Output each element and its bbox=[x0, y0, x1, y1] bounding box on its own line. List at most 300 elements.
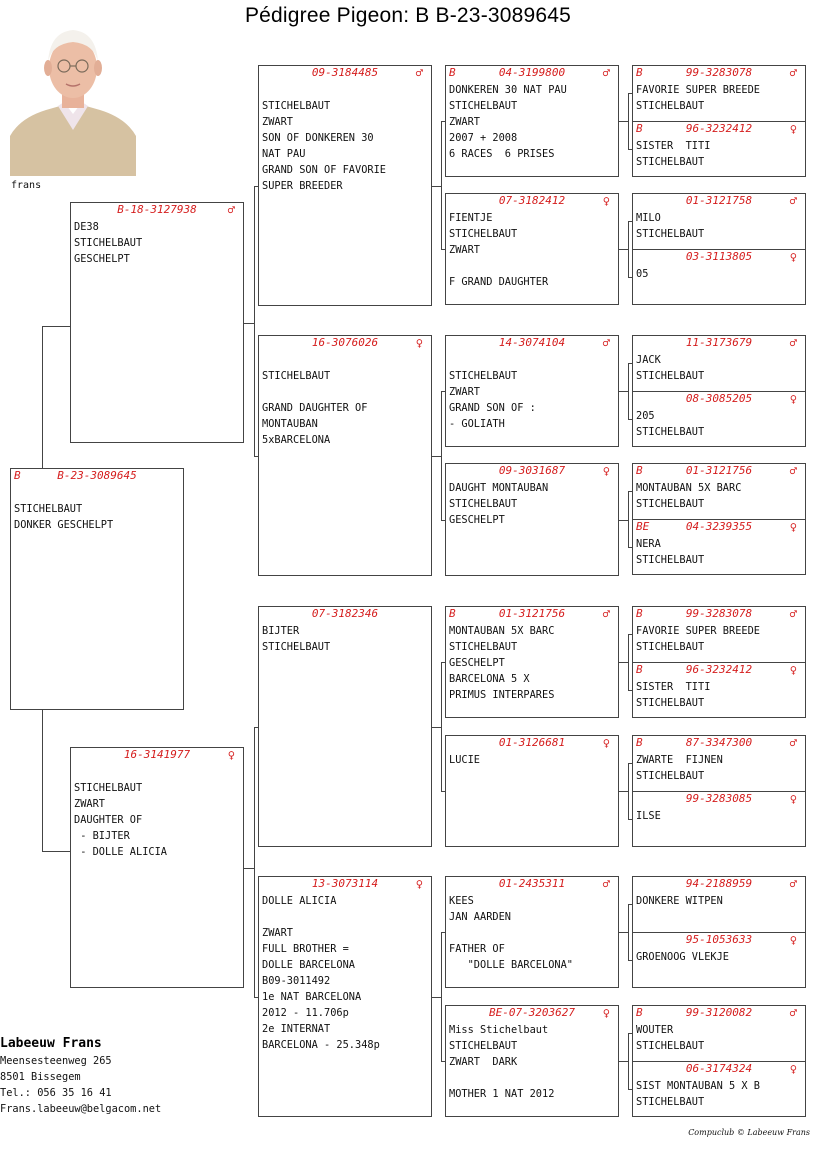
detail-line: JAN AARDEN bbox=[449, 911, 511, 923]
pigeon-details bbox=[446, 350, 618, 432]
connector-line bbox=[432, 186, 441, 187]
pigeon-details bbox=[446, 80, 618, 162]
pigeon-card-g7s[interactable] bbox=[632, 876, 806, 933]
country-code: B bbox=[636, 464, 643, 477]
connector-line bbox=[628, 221, 632, 222]
connector-line bbox=[619, 391, 628, 392]
pigeon-card-g1d[interactable] bbox=[632, 121, 806, 177]
detail-line: FAVORIE SUPER BREEDE bbox=[636, 84, 760, 96]
country-code: B bbox=[449, 66, 456, 79]
ring-number: 95-1053633 bbox=[685, 933, 753, 946]
pigeon-header bbox=[633, 1006, 805, 1020]
pigeon-header bbox=[633, 520, 805, 534]
detail-line bbox=[262, 384, 431, 400]
connector-line bbox=[254, 456, 258, 457]
connector-line bbox=[619, 520, 628, 521]
detail-line: STICHELBAUT bbox=[74, 782, 143, 794]
female-symbol-icon: ♀ bbox=[789, 1062, 797, 1076]
detail-line: STICHELBAUT bbox=[449, 498, 518, 510]
ring-number: 99-3283085 bbox=[685, 792, 753, 805]
pigeon-details bbox=[259, 891, 431, 1053]
ring-number: 03-3113805 bbox=[685, 250, 753, 263]
connector-line bbox=[244, 868, 254, 869]
female-symbol-icon: ♀ bbox=[789, 792, 797, 806]
pigeon-header bbox=[633, 877, 805, 891]
pigeon-details bbox=[633, 534, 805, 568]
pigeon-card-g5s[interactable] bbox=[632, 606, 806, 663]
grandparent-pair bbox=[632, 65, 806, 177]
pigeon-card-g1s[interactable] bbox=[632, 65, 806, 122]
pigeon-details bbox=[446, 891, 618, 973]
pigeon-header bbox=[446, 66, 618, 80]
pigeon-header bbox=[259, 336, 431, 350]
pigeon-header bbox=[633, 122, 805, 136]
detail-line: ZWART bbox=[449, 116, 480, 128]
ring-number: 06-3174324 bbox=[685, 1062, 753, 1075]
pigeon-card-g8s[interactable] bbox=[632, 1005, 806, 1062]
detail-line bbox=[449, 258, 618, 274]
pigeon-details bbox=[446, 208, 618, 290]
pigeon-header bbox=[633, 66, 805, 80]
female-symbol-icon: ♀ bbox=[602, 1006, 610, 1020]
detail-line: ZWART bbox=[449, 244, 480, 256]
detail-line: NERA bbox=[636, 538, 661, 550]
detail-line: ZWART bbox=[74, 798, 105, 810]
detail-line: NAT PAU bbox=[262, 148, 306, 160]
detail-line bbox=[449, 925, 618, 941]
ring-number: 08-3085205 bbox=[685, 392, 753, 405]
connector-line bbox=[628, 1033, 629, 1089]
ring-number: 14-3074104 bbox=[498, 336, 566, 349]
connector-line bbox=[628, 93, 629, 149]
detail-line: STICHELBAUT bbox=[636, 370, 705, 382]
detail-line: STICHELBAUT bbox=[449, 1040, 518, 1052]
pigeon-header bbox=[259, 66, 431, 80]
pigeon-details bbox=[446, 478, 618, 528]
pigeon-details bbox=[633, 947, 805, 965]
detail-line: - GOLIATH bbox=[449, 418, 505, 430]
detail-line: 205 bbox=[636, 410, 655, 422]
footer-credit: Compuclub © Labeeuw Frans bbox=[688, 1128, 810, 1137]
connector-line bbox=[619, 121, 628, 122]
pigeon-header bbox=[633, 736, 805, 750]
pigeon-card-dss[interactable] bbox=[445, 606, 619, 718]
ring-number: 99-3120082 bbox=[685, 1006, 753, 1019]
connector-line bbox=[628, 221, 629, 277]
ring-number: 01-2435311 bbox=[498, 877, 566, 890]
connector-line bbox=[42, 710, 43, 851]
pigeon-card-g6d[interactable] bbox=[632, 791, 806, 847]
pigeon-header bbox=[259, 877, 431, 891]
connector-line bbox=[628, 419, 632, 420]
owner-phone: Tel.: 056 35 16 41 bbox=[0, 1087, 112, 1099]
female-symbol-icon: ♀ bbox=[602, 194, 610, 208]
pigeon-card-g7d[interactable] bbox=[632, 932, 806, 988]
detail-line bbox=[262, 352, 431, 368]
detail-line: 2012 - 11.706p bbox=[262, 1007, 349, 1019]
connector-line bbox=[628, 904, 632, 905]
ring-number: 07-3182346 bbox=[311, 607, 379, 620]
detail-line: ZWART bbox=[262, 116, 293, 128]
connector-line bbox=[628, 634, 629, 690]
detail-line: STICHELBAUT bbox=[636, 770, 705, 782]
detail-line: Miss Stichelbaut bbox=[449, 1024, 549, 1036]
connector-line bbox=[628, 1033, 632, 1034]
country-code: B bbox=[636, 607, 643, 620]
detail-line: SISTER TITI bbox=[636, 681, 711, 693]
female-symbol-icon: ♀ bbox=[602, 464, 610, 478]
pigeon-details bbox=[633, 208, 805, 242]
pigeon-header bbox=[633, 933, 805, 947]
detail-line bbox=[449, 352, 618, 368]
pigeon-card-ssd[interactable] bbox=[445, 193, 619, 305]
detail-line: MOTHER 1 NAT 2012 bbox=[449, 1088, 555, 1100]
detail-line bbox=[262, 82, 431, 98]
detail-line: DAUGHT MONTAUBAN bbox=[449, 482, 549, 494]
detail-line: ZWART bbox=[262, 927, 293, 939]
pigeon-header bbox=[633, 663, 805, 677]
detail-line: STICHELBAUT bbox=[636, 498, 705, 510]
pigeon-card-dd[interactable] bbox=[258, 876, 432, 1117]
connector-line bbox=[441, 391, 445, 392]
pigeon-card-sdd[interactable] bbox=[445, 463, 619, 576]
ring-number: 01-3121758 bbox=[685, 194, 753, 207]
detail-line: 05 bbox=[636, 268, 649, 280]
detail-line: STICHELBAUT bbox=[636, 100, 705, 112]
ring-number: 87-3347300 bbox=[685, 736, 753, 749]
ring-number: BE-07-3203627 bbox=[488, 1006, 576, 1019]
detail-line: FULL BROTHER = bbox=[262, 943, 349, 955]
detail-line: STICHELBAUT bbox=[262, 370, 331, 382]
pigeon-card-g5d[interactable] bbox=[632, 662, 806, 718]
detail-line bbox=[14, 485, 183, 501]
detail-line: STICHELBAUT bbox=[449, 370, 518, 382]
connector-line bbox=[628, 904, 629, 960]
male-symbol-icon: ♂ bbox=[789, 877, 797, 891]
male-symbol-icon: ♂ bbox=[789, 464, 797, 478]
detail-line: DAUGHTER OF bbox=[74, 814, 143, 826]
pigeon-details bbox=[633, 136, 805, 170]
detail-line: STICHELBAUT bbox=[636, 697, 705, 709]
connector-line bbox=[628, 819, 632, 820]
pigeon-card-sd[interactable] bbox=[258, 335, 432, 576]
ring-number: 99-3283078 bbox=[685, 66, 753, 79]
male-symbol-icon: ♂ bbox=[227, 203, 235, 217]
connector-line bbox=[254, 997, 258, 998]
ring-number: 04-3199800 bbox=[498, 66, 566, 79]
pigeon-header bbox=[446, 336, 618, 350]
page-title: Pédigree Pigeon: B B-23-3089645 bbox=[244, 4, 572, 27]
male-symbol-icon: ♂ bbox=[789, 1006, 797, 1020]
ring-number: 01-3126681 bbox=[498, 736, 566, 749]
female-symbol-icon: ♀ bbox=[415, 877, 423, 891]
connector-line bbox=[628, 690, 632, 691]
male-symbol-icon: ♂ bbox=[602, 66, 610, 80]
detail-line: MONTAUBAN 5X BARC bbox=[636, 482, 742, 494]
detail-line: SISTER TITI bbox=[636, 140, 711, 152]
female-symbol-icon: ♀ bbox=[602, 736, 610, 750]
detail-line: "DOLLE BARCELONA" bbox=[449, 959, 573, 971]
ring-number: B-23-3089645 bbox=[57, 469, 137, 482]
owner-email[interactable]: Frans.labeeuw@belgacom.net bbox=[0, 1103, 162, 1115]
pigeon-card-sire[interactable] bbox=[70, 202, 244, 443]
pigeon-card-sds[interactable] bbox=[445, 335, 619, 447]
connector-line bbox=[628, 149, 632, 150]
pigeon-header bbox=[633, 1062, 805, 1076]
connector-line bbox=[441, 391, 442, 520]
male-symbol-icon: ♂ bbox=[789, 736, 797, 750]
country-code: B bbox=[636, 736, 643, 749]
male-symbol-icon: ♂ bbox=[789, 336, 797, 350]
pigeon-details bbox=[633, 806, 805, 824]
pigeon-header bbox=[633, 464, 805, 478]
detail-line: MONTAUBAN bbox=[262, 418, 318, 430]
connector-line bbox=[441, 662, 445, 663]
pigeon-header bbox=[446, 1006, 618, 1020]
grandparent-pair bbox=[632, 735, 806, 847]
detail-line: GROENOOG VLEKJE bbox=[636, 951, 729, 963]
pigeon-card-ddd[interactable] bbox=[445, 1005, 619, 1117]
connector-line bbox=[42, 326, 43, 468]
pigeon-card-g3s[interactable] bbox=[632, 335, 806, 392]
pigeon-details bbox=[633, 350, 805, 384]
owner-photo bbox=[10, 18, 136, 176]
female-symbol-icon: ♀ bbox=[789, 933, 797, 947]
grandparent-pair bbox=[632, 463, 806, 575]
pigeon-details bbox=[259, 621, 431, 655]
detail-line: STICHELBAUT bbox=[449, 100, 518, 112]
ring-number: 16-3141977 bbox=[123, 748, 191, 761]
owner-name: Labeeuw Frans bbox=[0, 1036, 102, 1051]
detail-line bbox=[262, 909, 431, 925]
detail-line: STICHELBAUT bbox=[262, 641, 331, 653]
detail-line: STICHELBAUT bbox=[449, 228, 518, 240]
connector-line bbox=[628, 1089, 632, 1090]
country-code: B bbox=[636, 66, 643, 79]
detail-line: STICHELBAUT bbox=[449, 641, 518, 653]
detail-line: - BIJTER bbox=[74, 830, 130, 842]
male-symbol-icon: ♂ bbox=[602, 607, 610, 621]
detail-line: PRIMUS INTERPARES bbox=[449, 689, 555, 701]
detail-line: FAVORIE SUPER BREEDE bbox=[636, 625, 760, 637]
ring-number: B-18-3127938 bbox=[117, 203, 197, 216]
pigeon-card-ss[interactable] bbox=[258, 65, 432, 306]
pigeon-card-g8d[interactable] bbox=[632, 1061, 806, 1117]
photo-label: frans bbox=[11, 180, 42, 191]
pigeon-details bbox=[259, 80, 431, 194]
detail-line: DONKER GESCHELPT bbox=[14, 519, 114, 531]
grandparent-pair bbox=[632, 335, 806, 447]
pigeon-details bbox=[259, 350, 431, 448]
detail-line: 1e NAT BARCELONA bbox=[262, 991, 362, 1003]
female-symbol-icon: ♀ bbox=[789, 122, 797, 136]
pigeon-card-dsd[interactable] bbox=[445, 735, 619, 847]
pigeon-card-g6s[interactable] bbox=[632, 735, 806, 792]
country-code: B bbox=[636, 1006, 643, 1019]
male-symbol-icon: ♂ bbox=[789, 194, 797, 208]
detail-line bbox=[74, 764, 243, 780]
detail-line: GESCHELPT bbox=[74, 253, 130, 265]
female-symbol-icon: ♀ bbox=[789, 392, 797, 406]
pigeon-details bbox=[446, 621, 618, 703]
detail-line: BARCELONA 5 X bbox=[449, 673, 530, 685]
country-code: BE bbox=[636, 520, 650, 533]
connector-line bbox=[42, 326, 70, 327]
country-code: B bbox=[14, 469, 21, 482]
ring-number: 09-3031687 bbox=[498, 464, 566, 477]
detail-line: ZWARTE FIJNEN bbox=[636, 754, 723, 766]
detail-line: STICHELBAUT bbox=[14, 503, 83, 515]
detail-line: GRAND DAUGHTER OF bbox=[262, 402, 368, 414]
detail-line: SUPER BREEDER bbox=[262, 180, 343, 192]
connector-line bbox=[619, 662, 628, 663]
detail-line: ILSE bbox=[636, 810, 661, 822]
detail-line: MONTAUBAN 5X BARC bbox=[449, 625, 555, 637]
pigeon-header bbox=[633, 336, 805, 350]
pigeon-card-g3d[interactable] bbox=[632, 391, 806, 447]
grandparent-pair bbox=[632, 606, 806, 718]
connector-line bbox=[441, 932, 445, 933]
pigeon-details bbox=[633, 1076, 805, 1110]
grandparent-pair bbox=[632, 193, 806, 305]
pigeon-details bbox=[446, 1020, 618, 1102]
ring-number: 96-3232412 bbox=[685, 122, 753, 135]
detail-line: ZWART bbox=[449, 386, 480, 398]
connector-line bbox=[441, 932, 442, 1061]
ring-number: 11-3173679 bbox=[685, 336, 753, 349]
detail-line: B09-3011492 bbox=[262, 975, 331, 987]
pigeon-header bbox=[71, 748, 243, 762]
ring-number: 01-3121756 bbox=[498, 607, 566, 620]
pigeon-header bbox=[633, 607, 805, 621]
ring-number: 07-3182412 bbox=[498, 194, 566, 207]
connector-line bbox=[628, 93, 632, 94]
female-symbol-icon: ♀ bbox=[789, 663, 797, 677]
pigeon-details bbox=[633, 621, 805, 655]
detail-line: BARCELONA - 25.348p bbox=[262, 1039, 380, 1051]
connector-line bbox=[628, 277, 632, 278]
connector-line bbox=[441, 121, 442, 249]
grandparent-pair bbox=[632, 876, 806, 988]
connector-line bbox=[441, 1061, 445, 1062]
male-symbol-icon: ♂ bbox=[415, 66, 423, 80]
detail-line: DOLLE BARCELONA bbox=[262, 959, 355, 971]
ring-number: 04-3239355 bbox=[685, 520, 753, 533]
country-code: B bbox=[636, 663, 643, 676]
detail-line: FATHER OF bbox=[449, 943, 505, 955]
detail-line: SON OF DONKEREN 30 bbox=[262, 132, 374, 144]
owner-contact bbox=[0, 1035, 260, 1117]
ring-number: 94-2188959 bbox=[685, 877, 753, 890]
connector-line bbox=[628, 491, 629, 547]
detail-line: STICHELBAUT bbox=[636, 1040, 705, 1052]
pigeon-header bbox=[633, 250, 805, 264]
connector-line bbox=[628, 634, 632, 635]
pigeon-header bbox=[446, 194, 618, 208]
detail-line: DONKERE WITPEN bbox=[636, 895, 723, 907]
connector-line bbox=[619, 249, 628, 250]
pigeon-card-ds[interactable] bbox=[258, 606, 432, 847]
pigeon-details bbox=[633, 677, 805, 711]
female-symbol-icon: ♀ bbox=[227, 748, 235, 762]
pigeon-details bbox=[71, 762, 243, 860]
male-symbol-icon: ♂ bbox=[789, 66, 797, 80]
detail-line: ZWART DARK bbox=[449, 1056, 518, 1068]
detail-line: STICHELBAUT bbox=[262, 100, 331, 112]
detail-line: DONKEREN 30 NAT PAU bbox=[449, 84, 567, 96]
detail-line: DOLLE ALICIA bbox=[262, 895, 337, 907]
connector-line bbox=[628, 363, 629, 419]
country-code: B bbox=[636, 122, 643, 135]
detail-line: JACK bbox=[636, 354, 661, 366]
ring-number: 99-3283078 bbox=[685, 607, 753, 620]
connector-line bbox=[441, 121, 445, 122]
ring-number: 16-3076026 bbox=[311, 336, 379, 349]
pigeon-header bbox=[446, 736, 618, 750]
pigeon-header bbox=[446, 877, 618, 891]
pigeon-header bbox=[71, 203, 243, 217]
pigeon-card-g2d[interactable] bbox=[632, 249, 806, 305]
pigeon-header bbox=[446, 607, 618, 621]
pigeon-details bbox=[633, 80, 805, 114]
ring-number: 96-3232412 bbox=[685, 663, 753, 676]
pigeon-card-g4s[interactable] bbox=[632, 463, 806, 520]
detail-line: STICHELBAUT bbox=[636, 1096, 705, 1108]
pigeon-card-g4d[interactable] bbox=[632, 519, 806, 575]
connector-line bbox=[619, 932, 628, 933]
connector-line bbox=[628, 763, 632, 764]
detail-line: 2007 + 2008 bbox=[449, 132, 518, 144]
detail-line: F GRAND DAUGHTER bbox=[449, 276, 549, 288]
ring-number: 13-3073114 bbox=[311, 877, 379, 890]
connector-line bbox=[432, 997, 441, 998]
pigeon-card-g2s[interactable] bbox=[632, 193, 806, 250]
pigeon-header bbox=[633, 194, 805, 208]
detail-line: STICHELBAUT bbox=[636, 156, 705, 168]
connector-line bbox=[441, 520, 445, 521]
pigeon-details bbox=[633, 406, 805, 440]
connector-line bbox=[619, 791, 628, 792]
connector-line bbox=[254, 186, 258, 187]
connector-line bbox=[42, 851, 70, 852]
pigeon-card-sss[interactable] bbox=[445, 65, 619, 177]
connector-line bbox=[619, 1061, 628, 1062]
male-symbol-icon: ♂ bbox=[602, 336, 610, 350]
detail-line: - DOLLE ALICIA bbox=[74, 846, 167, 858]
pigeon-details bbox=[71, 217, 243, 267]
female-symbol-icon: ♀ bbox=[415, 336, 423, 350]
pigeon-details bbox=[633, 264, 805, 282]
connector-line bbox=[628, 491, 632, 492]
pigeon-details bbox=[633, 891, 805, 909]
connector-line bbox=[244, 323, 254, 324]
pigeon-card-dam[interactable] bbox=[70, 747, 244, 988]
connector-line bbox=[628, 960, 632, 961]
pigeon-card-dds[interactable] bbox=[445, 876, 619, 988]
pigeon-header bbox=[633, 792, 805, 806]
connector-line bbox=[441, 662, 442, 791]
connector-line bbox=[441, 249, 445, 250]
connector-line bbox=[628, 363, 632, 364]
pigeon-details bbox=[633, 750, 805, 784]
pigeon-header bbox=[259, 607, 431, 621]
connector-line bbox=[628, 547, 632, 548]
connector-line bbox=[254, 727, 255, 997]
detail-line: WOUTER bbox=[636, 1024, 674, 1036]
pigeon-details bbox=[11, 483, 183, 533]
pigeon-card-subject[interactable] bbox=[10, 468, 184, 710]
detail-line: STICHELBAUT bbox=[636, 228, 705, 240]
